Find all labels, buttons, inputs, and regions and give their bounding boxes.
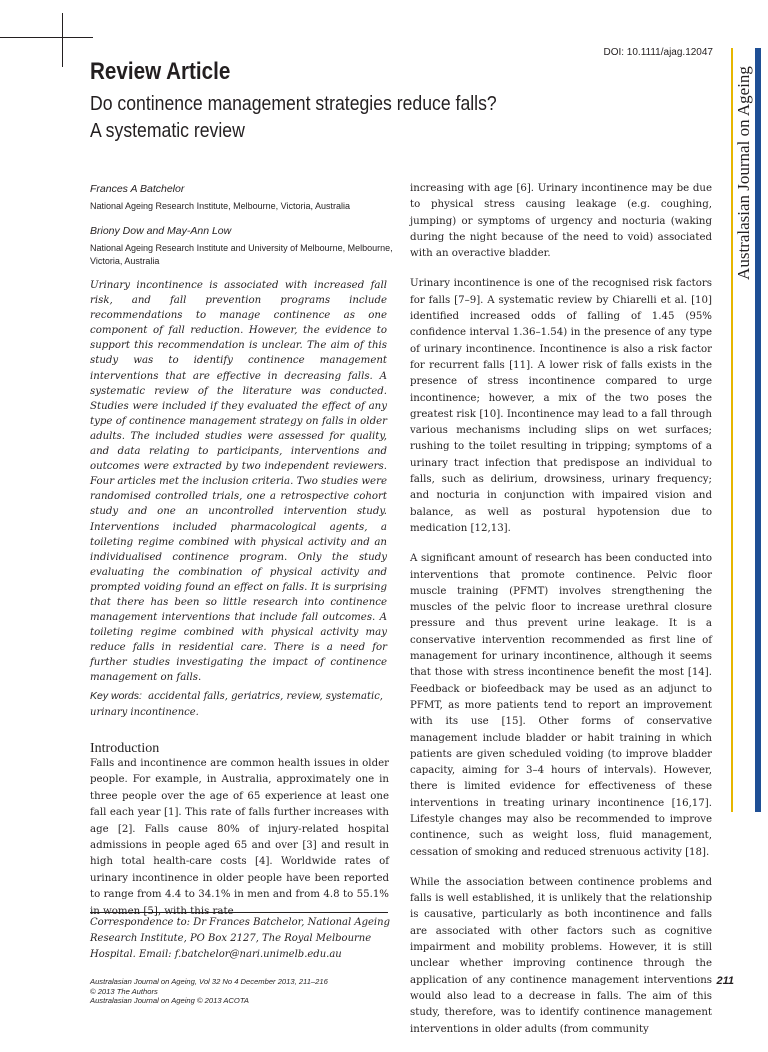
keywords-list: accidental falls, geriatrics, review, systematic, urinary incontinence. [90,691,383,718]
author-block [90,183,400,213]
body-paragraph: While the association between continence problems and falls is well established, it is unlikely that the relationship is causative, particularly as both incontinence and falls are associated with other factors such as cognitive impairment and mobility problems. However, it is still unclear whether improving continence through the application of any continence management interventions would also lead to a decrease in falls. The aim of this study, therefore, was to identify continence management interventions in older adults (from community [410,876,712,1035]
author-block [90,225,400,268]
keywords [90,688,390,721]
title-line-1: Do continence management strategies reduce falls? [90,92,497,115]
crop-mark-horizontal [0,37,93,38]
article-title [90,90,623,144]
body-paragraph: increasing with age [6]. Urinary incontinence may be due to physical stress causing leakage (e.g. coughing, jumping) or symptoms of urgency and nocturia (waking during the night because of the need to void) associated with an overactive bladder. [410,183,712,260]
page-number: 211 [716,975,734,987]
author-affiliation: National Ageing Research Institute and University of Melbourne, Melbourne, Victoria, Australia [90,243,393,266]
journal-name: Australasian Journal on Ageing [734,66,753,280]
body-paragraph: Falls and incontinence are common health issues in older people. For example, in Australia, approximately one in three people over the age of 65 experience at least one fall each year [1]. This rate of falls further increases with age [2]. Falls cause 80% of injury-related hospital admissions in people aged 65 and over [3] and result in high total health-care costs [4]. Worldwide rates of urinary incontinence in older people have been reported to range from 4.4 to 34.1% in men and from 4.8 to 55.1% [90,758,389,901]
body-paragraph: Urinary incontinence is one of the recognised risk factors for falls [7–9]. A systematic review by Chiarelli et al. [10] identified increased odds of falling of 1.45 (95% confidence interval 1.36–1.54) in the presence of any type of urinary incontinence. Incontinence is also a risk factor for recurrent falls [11]. A lower risk of falls exists in the presence of stress incontinence compared to urge incontinence; however, a mix of the two poses the greatest risk [10]. Incontinence may lead to a fall through various mechanisms including slips on wet surfaces; rushing to the toilet resulting in tripping; symptoms of a urinary tract infection that predispose an individual to falls, such as delirium, drowsiness, urinary frequency; and nocturia in conjunction with impaired vision and balance, as well as postural hypotension due to medication [12,13]. [410,278,712,534]
footer-line: Australasian Journal on Ageing © 2013 ACOTA [90,996,249,1005]
footer-line: Australasian Journal on Ageing, Vol 32 No 4 December 2013, 211–216 [90,977,328,986]
author-name: Frances A Batchelor [90,183,185,195]
crop-mark-vertical [62,13,63,67]
citation-footer [90,977,328,1006]
journal-side-banner [731,48,761,812]
keywords-label: Key words: [90,690,142,702]
correspondence: Correspondence to: Dr Frances Batchelor, National Ageing Research Institute, PO Box 2127, The Royal Melbourne Hospital. Email: f.batchelor@nari.unimelb.edu.au [90,917,390,960]
right-column-body [410,181,712,1052]
footer-line: © 2013 The Authors [90,986,158,996]
author-list [90,183,400,268]
body-paragraph: A significant amount of research has been conducted into interventions that promote continence. Pelvic floor muscle training (PFMT) involves strengthening the muscles of the pelvic floor to increase urethral closure pressure and thus prevent urine leakage. It is a conservative intervention recommended as first line of management for urinary incontinence, although it seems that those with stress incontinence benefit the most [14]. Feedback or biofeedback may be used as an adjunct to PFMT, as more patients tend to report an improvement with its use [15]. Other forms of conservative management include bladder or habit training in which patients are given scheduled voiding (to improve bladder capacity, aiming for 3–4 hours of intervals). However, there is limited evidence for effectiveness of these interventions in treating urinary incontinence [16,17]. Lifestyle changes may also be recommended to improve continence, such as weight loss, fluid management, cessation of smoking and reduced strenuous activity [18]. [410,553,712,858]
doi: DOI: 10.1111/ajag.12047 [603,47,713,58]
author-name: Briony Dow and May-Ann Low [90,225,232,237]
author-affiliation: National Ageing Research Institute, Melbourne, Victoria, Australia [90,201,350,211]
abstract: Urinary incontinence is associated with increased fall risk, and fall prevention programs include recommendations to manage continence as one component of fall reduction. However, the evidence to support this recommendation is unclear. The aim of this study was to identify continence management interventions that are effective in decreasing falls. A systematic review of the literature was conducted. Studies were included if they evaluated the effect of any type of continence management strategy on falls in older adults. The included studies were assessed for quality, and data relating to participants, interventions and outcomes were extracted by two independent reviewers. Four articles met the inclusion criteria. Two studies were randomised controlled trials, one a retrospective cohort study and one an uncontrolled intervention study. Interventions included pharmacological agents, a toileting regime combined with physical activity and an individualised continence program. Only the study evaluating the combination of physical activity and prompted voiding found an effect on falls. It is surprising that there has been so little research into continence management interventions that include fall outcomes. A toileting regime combined with physical activity may reduce falls in residential care. There is a need for further studies investigating the impact of continence management on falls. [90,280,387,684]
left-column-body [90,756,389,920]
introduction-heading: Introduction [90,741,160,756]
correspondence-divider [90,912,388,913]
title-line-2: A systematic review [90,119,245,142]
article-type: Review Article [90,58,231,85]
